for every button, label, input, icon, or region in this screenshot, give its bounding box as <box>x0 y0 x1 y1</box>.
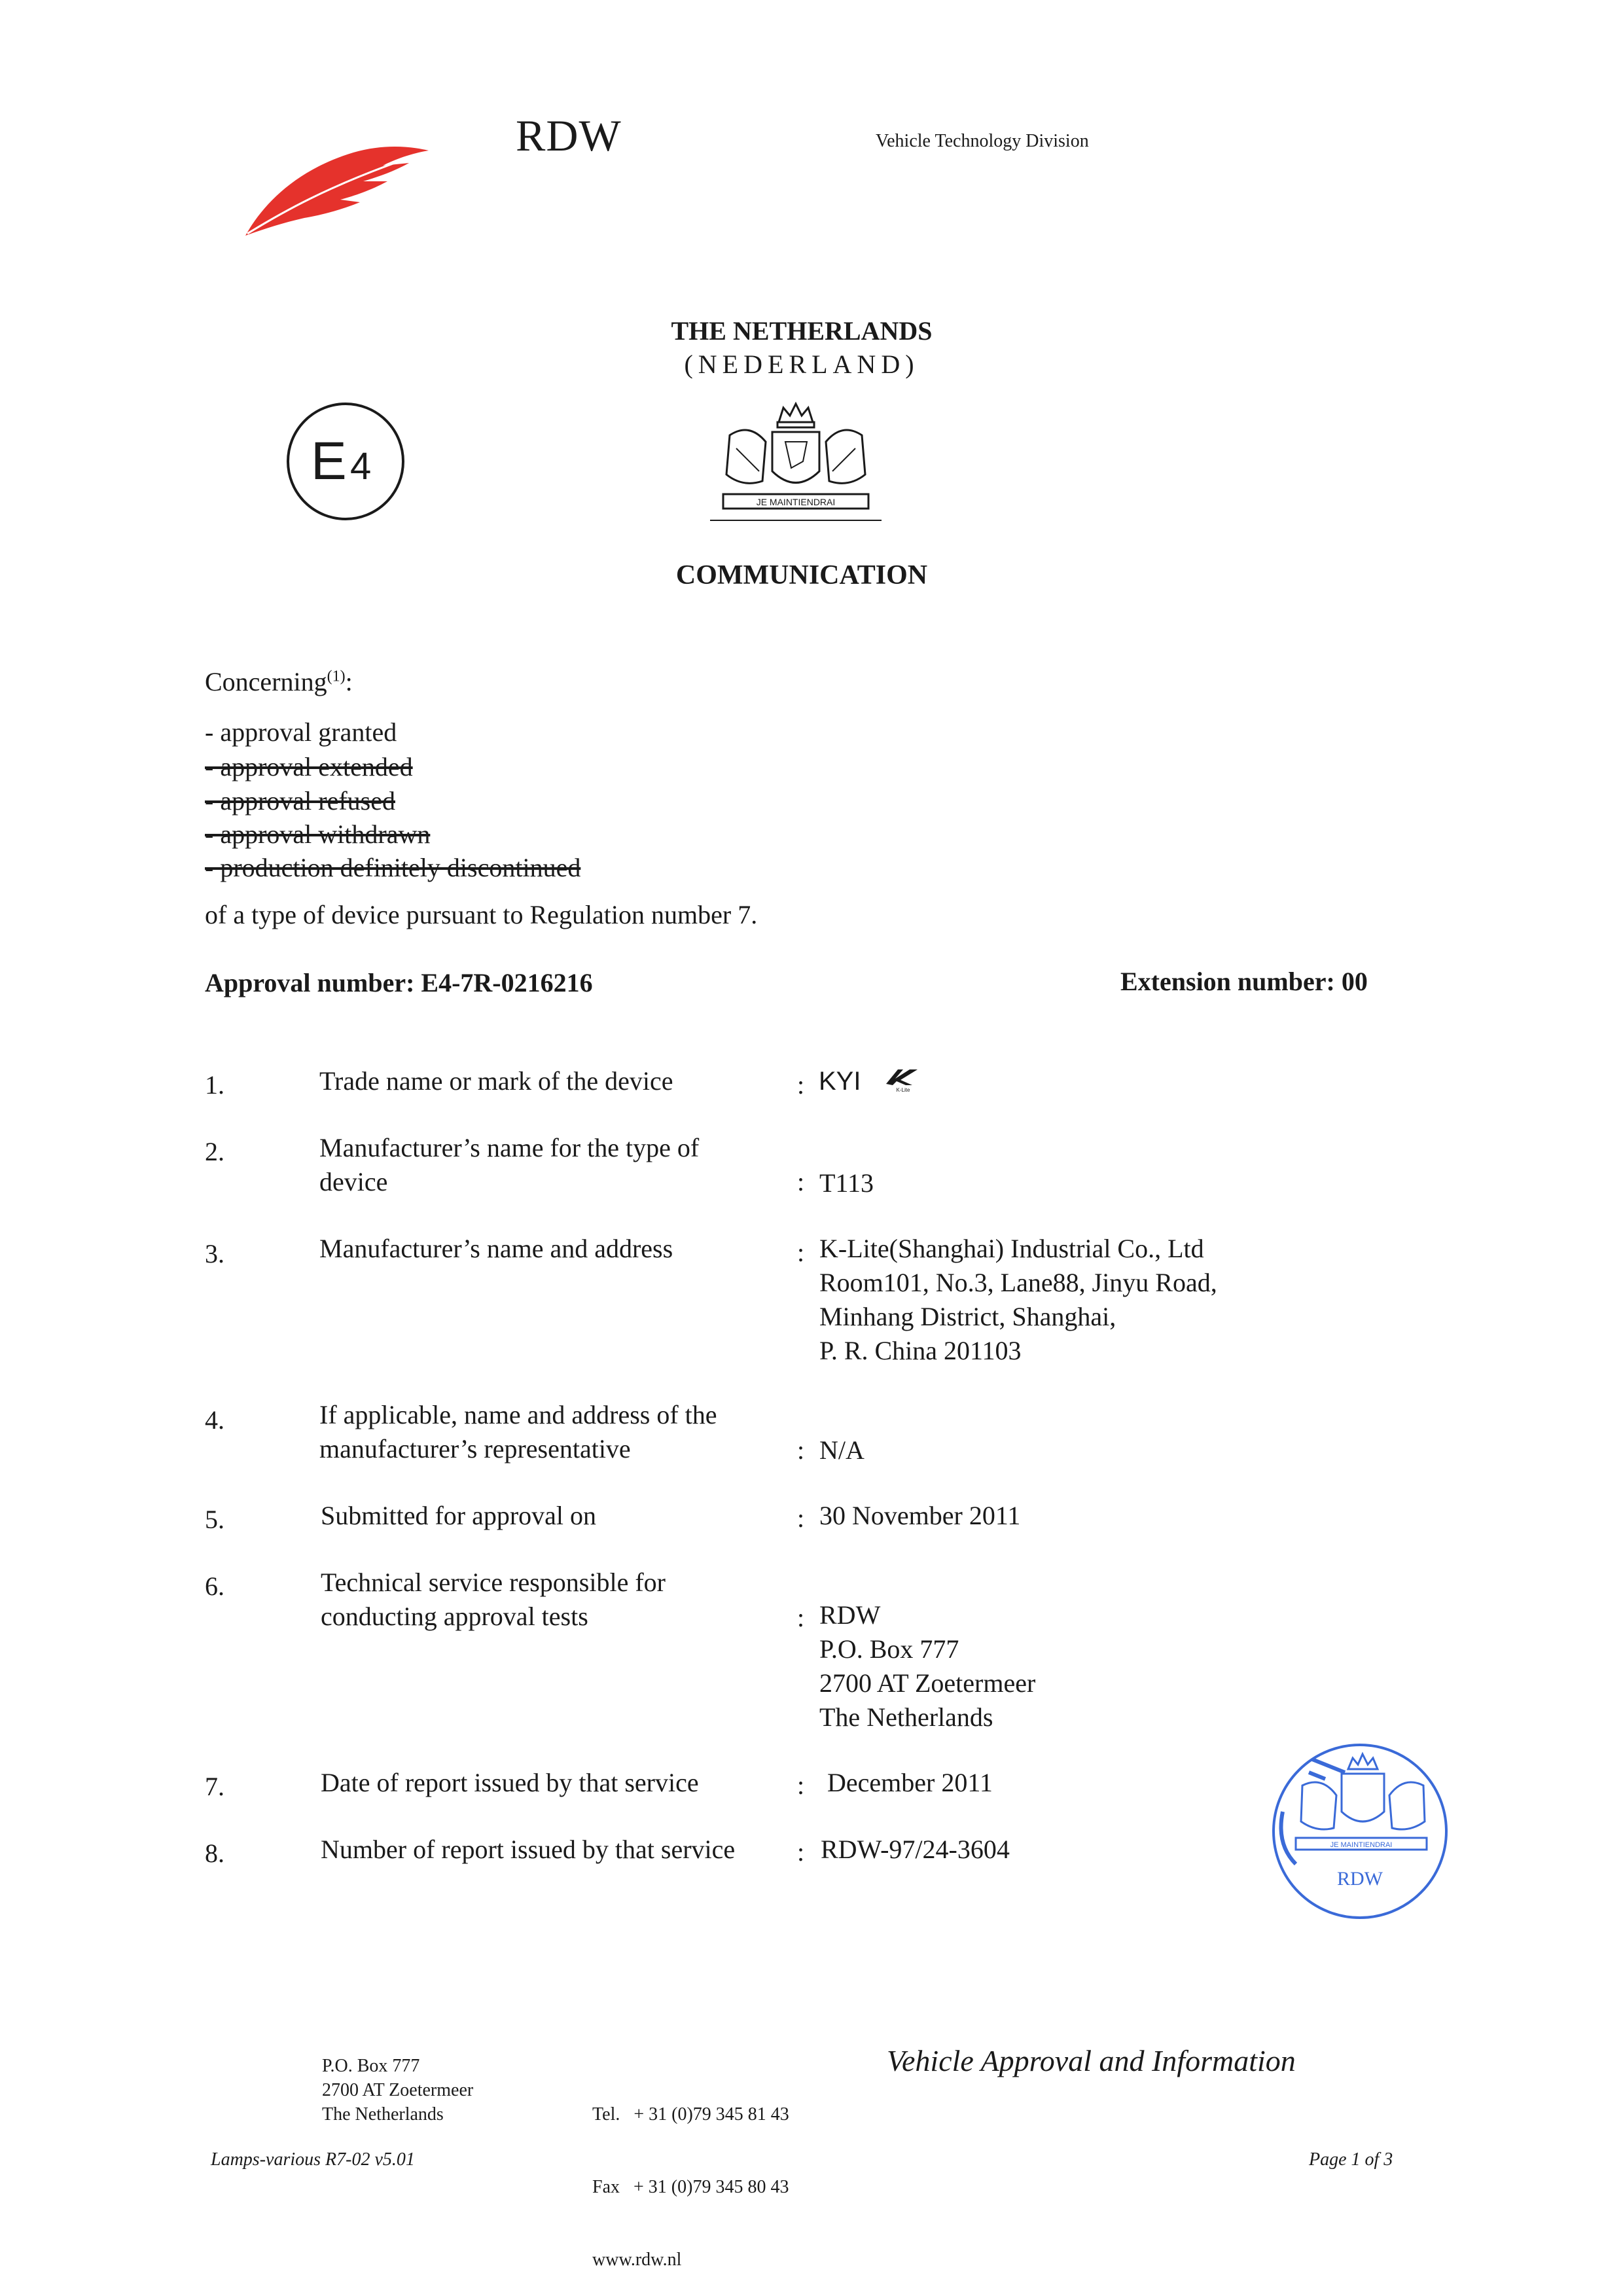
country-name-local: (NEDERLAND) <box>684 350 919 379</box>
option-production-discontinued: - production definitely discontinued <box>205 853 581 882</box>
item-number: 3. <box>205 1239 224 1268</box>
item-value-type-name: T113 <box>819 1168 874 1198</box>
footer-address-line: The Netherlands <box>322 2104 444 2125</box>
e4-approval-mark <box>285 401 406 522</box>
footer-address <box>322 2054 473 2126</box>
footnote-ref: (1) <box>327 668 346 685</box>
coat-motto: JE MAINTIENDRAI <box>756 497 836 507</box>
klite-logo-text: K-Lite <box>896 1087 910 1093</box>
rdw-feather-logo <box>242 134 432 239</box>
item-colon: : <box>797 1435 805 1465</box>
item-label-representative: If applicable, name and address of the manufacturer’s representative <box>319 1400 717 1463</box>
item-label-trade-name: Trade name or mark of the device <box>319 1066 673 1096</box>
item-label-type-name: Manufacturer’s name for the type of device <box>319 1133 700 1196</box>
concerning-label <box>205 666 353 697</box>
item-colon: : <box>797 1167 805 1196</box>
item-label-report-date: Date of report issued by that service <box>321 1768 699 1797</box>
item-number: 6. <box>205 1571 224 1601</box>
org-name: RDW <box>516 111 622 160</box>
e4-number: 4 <box>350 445 372 488</box>
item-number: 1. <box>205 1070 224 1100</box>
item-value-report-number: RDW-97/24-3604 <box>821 1835 1010 1864</box>
item-colon: : <box>797 1070 805 1100</box>
address-line: P.O. Box 777 <box>819 1634 959 1664</box>
item-value-submitted: 30 November 2011 <box>819 1501 1021 1530</box>
item-colon: : <box>797 1837 805 1867</box>
item-label-technical-service: Technical service responsible for conducting approval tests <box>321 1568 666 1631</box>
item-value-report-date: December 2011 <box>827 1768 993 1797</box>
footer-tel: Tel. + 31 (0)79 345 81 43 <box>592 2104 789 2125</box>
option-approval-refused: - approval refused <box>205 786 395 816</box>
item-colon: : <box>797 1603 805 1632</box>
stamp-motto: JE MAINTIENDRAI <box>1330 1841 1393 1849</box>
item-label-manufacturer: Manufacturer’s name and address <box>319 1234 673 1263</box>
division-name: Vehicle Technology Division <box>876 131 1089 151</box>
item-colon: : <box>797 1770 805 1800</box>
item-number: 2. <box>205 1137 224 1166</box>
concerning-colon: : <box>345 667 353 696</box>
stamp-text: RDW <box>1337 1868 1383 1890</box>
extension-number: Extension number: 00 <box>1120 967 1368 996</box>
address-line: P. R. China 201103 <box>819 1336 1022 1365</box>
option-approval-granted: - approval granted <box>205 717 397 747</box>
form-id: Lamps-various R7-02 v5.01 <box>211 2149 415 2170</box>
approval-number: Approval number: E4-7R-0216216 <box>205 968 593 997</box>
item-number: 5. <box>205 1505 224 1534</box>
item-colon: : <box>797 1238 805 1267</box>
item-value-trade-name: KYI <box>819 1067 861 1096</box>
item-label-submitted: Submitted for approval on <box>321 1501 597 1530</box>
page-number: Page 1 of 3 <box>1309 2149 1393 2170</box>
item-colon: : <box>797 1503 805 1533</box>
item-label-report-number: Number of report issued by that service <box>321 1835 736 1864</box>
address-line: Minhang District, Shanghai, <box>819 1302 1116 1331</box>
item-value-technical-service <box>819 1598 1035 1734</box>
document-title: COMMUNICATION <box>675 560 928 590</box>
klite-logo-icon <box>883 1066 924 1093</box>
footer-web-link[interactable]: www.rdw.nl <box>592 2250 682 2270</box>
address-line: 2700 AT Zoetermeer <box>819 1668 1036 1698</box>
device-regulation-text: of a type of device pursuant to Regulation number 7. <box>205 900 758 929</box>
address-line: Room101, No.3, Lane88, Jinyu Road, <box>819 1268 1217 1297</box>
address-line: The Netherlands <box>819 1702 993 1732</box>
rdw-stamp <box>1263 1733 1453 1923</box>
item-number: 7. <box>205 1772 224 1801</box>
item-number: 4. <box>205 1405 224 1435</box>
footer-address-line: P.O. Box 777 <box>322 2056 420 2076</box>
item-value-representative: N/A <box>819 1435 865 1465</box>
option-approval-withdrawn: - approval withdrawn <box>205 819 431 849</box>
footer-fax: Fax + 31 (0)79 345 80 43 <box>592 2177 789 2197</box>
item-number: 8. <box>205 1839 224 1868</box>
footer-contact <box>592 2054 789 2296</box>
concerning-text: Concerning <box>205 667 327 696</box>
footer-tagline: Vehicle Approval and Information <box>887 2044 1296 2077</box>
item-value-manufacturer <box>819 1232 1217 1368</box>
address-line: K-Lite(Shanghai) Industrial Co., Ltd <box>819 1234 1204 1263</box>
address-line: RDW <box>819 1600 881 1630</box>
country-name: THE NETHERLANDS <box>671 316 933 346</box>
option-approval-extended: - approval extended <box>205 752 413 781</box>
footer-address-line: 2700 AT Zoetermeer <box>322 2080 474 2100</box>
coat-of-arms-icon <box>710 396 882 530</box>
e4-letter: E <box>311 431 347 491</box>
